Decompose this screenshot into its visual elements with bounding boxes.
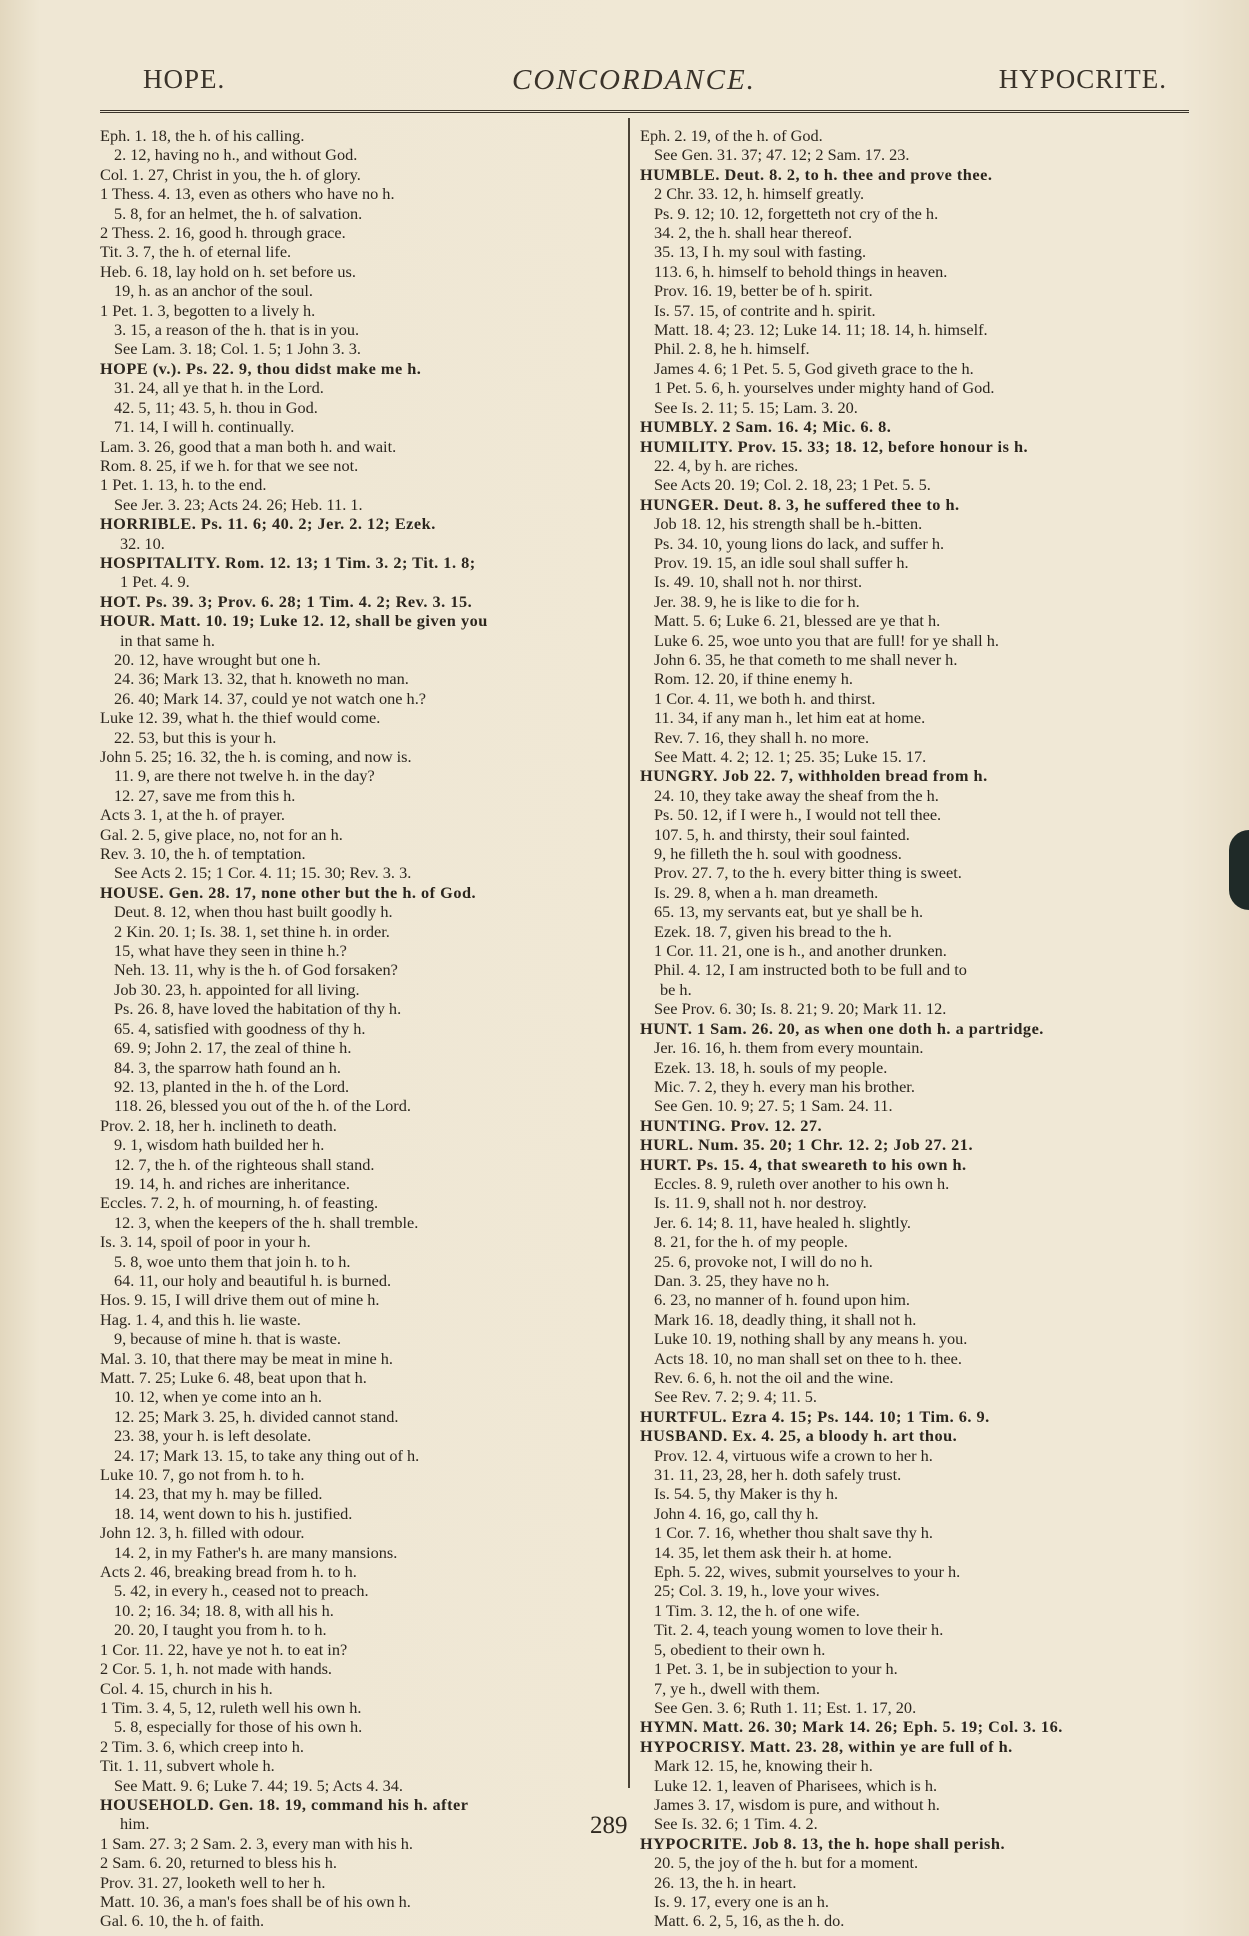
reference-line: 1 Cor. 11. 21, one is h., and another drunken. [654,941,947,961]
reference-line: 19. 14, h. and riches are inheritance. [114,1173,350,1193]
reference-line: 24. 17; Mark 13. 15, to take any thing out of h. [114,1445,420,1465]
reference-line: 34. 2, the h. shall hear thereof. [654,223,853,243]
reference-line: John 6. 35, he that cometh to me shall never h. [654,649,958,669]
reference-line: 11. 34, if any man h., let him eat at home. [654,708,926,728]
reference-line: 18. 14, went down to his h. justified. [114,1503,353,1523]
reference-line: 12. 7, the h. of the righteous shall stand. [114,1154,375,1174]
reference-line: Rev. 3. 10, the h. of temptation. [100,844,306,864]
reference-line: 64. 11, our holy and beautiful h. is burned. [114,1270,392,1290]
reference-line: 71. 14, I will h. continually. [114,417,295,437]
reference-line: Eccles. 8. 9, ruleth over another to his own h. [654,1173,950,1193]
reference-line: Matt. 5. 6; Luke 6. 21, blessed are ye that h. [654,611,941,631]
reference-line: James 3. 17, wisdom is pure, and without h. [654,1794,940,1814]
reference-line: 23. 38, your h. is left desolate. [114,1426,312,1446]
page-number: 289 [590,1812,628,1839]
reference-line: 5. 8, woe unto them that join h. to h. [114,1251,351,1271]
column-divider [628,118,630,1788]
reference-line: Ezek. 13. 18, h. souls of my people. [654,1057,888,1077]
reference-line: 1 Pet. 1. 13, h. to the end. [100,475,267,495]
reference-line: Acts 2. 46, breaking bread from h. to h. [100,1562,357,1582]
reference-line: 20. 12, have wrought but one h. [114,649,321,669]
reference-line: 25; Col. 3. 19, h., love your wives. [654,1581,880,1601]
reference-line: Prov. 31. 27, looketh well to her h. [100,1872,326,1892]
reference-line: Prov. 19. 15, an idle soul shall suffer h. [654,552,909,572]
reference-line: 1 Tim. 3. 12, the h. of one wife. [654,1600,860,1620]
reference-line: See Acts 20. 19; Col. 2. 18, 23; 1 Pet. 5. 5. [654,475,931,495]
reference-line: See Acts 2. 15; 1 Cor. 4. 11; 15. 30; Rev. 3. 3. [114,863,412,883]
reference-line: 32. 10. [120,533,165,553]
reference-line: 2 Kin. 20. 1; Is. 38. 1, set thine h. in order. [114,921,390,941]
reference-line: 22. 4, by h. are riches. [654,455,799,475]
reference-line: Phil. 4. 12, I am instructed both to be full and to [654,960,967,980]
reference-line: 7, ye h., dwell with them. [654,1678,820,1698]
reference-line: 3. 15, a reason of the h. that is in you. [114,320,360,340]
reference-line: Rom. 12. 20, if thine enemy h. [654,669,853,689]
reference-line: 15, what have they seen in thine h.? [114,941,347,961]
headword-entry: HURL. Num. 35. 20; 1 Chr. 12. 2; Job 27. 21. [640,1135,974,1155]
reference-line: See Matt. 4. 2; 12. 1; 25. 35; Luke 15. 17. [654,747,927,766]
reference-line: 2 Sam. 6. 20, returned to bless his h. [100,1853,337,1873]
reference-line: Luke 12. 39, what h. the thief would come. [100,708,381,728]
reference-line: Luke 10. 7, go not from h. to h. [100,1465,305,1485]
headword-entry: HURTFUL. Ezra 4. 15; Ps. 144. 10; 1 Tim. 6. 9. [640,1406,990,1426]
reference-line: See Prov. 6. 30; Is. 8. 21; 9. 20; Mark 11. 12. [654,999,947,1019]
reference-line: 24. 10, they take away the sheaf from the h. [654,785,939,805]
reference-line: See Gen. 10. 9; 27. 5; 1 Sam. 24. 11. [654,1096,893,1116]
reference-line: Col. 1. 27, Christ in you, the h. of glory. [100,164,361,184]
reference-line: Is. 3. 14, spoil of poor in your h. [100,1232,311,1252]
reference-line: Mal. 3. 10, that there may be meat in mine h. [100,1348,393,1368]
page-edge-mark [1229,830,1249,910]
reference-line: 14. 2, in my Father's h. are many mansions. [114,1542,398,1562]
reference-line: 1 Cor. 11. 22, have ye not h. to eat in? [100,1639,348,1659]
headword-entry: HOPE (v.). Ps. 22. 9, thou didst make me h. [100,358,422,378]
headword-entry: HUSBAND. Ex. 4. 25, a bloody h. art thou. [640,1426,958,1446]
reference-line: Is. 29. 8, when a h. man dreameth. [654,882,879,902]
reference-line: 84. 3, the sparrow hath found an h. [114,1057,341,1077]
reference-line: 31. 11, 23, 28, her h. doth safely trust. [654,1465,902,1485]
reference-line: Eph. 2. 19, of the h. of God. [640,126,823,145]
reference-line: 1 Pet. 5. 6, h. yourselves under mighty hand of God. [654,378,995,398]
reference-line: 26. 40; Mark 14. 37, could ye not watch one h.? [114,688,426,708]
reference-line: Prov. 12. 4, virtuous wife a crown to her h. [654,1445,933,1465]
reference-line: Matt. 6. 2, 5, 16, as the h. do. [654,1911,845,1931]
headword-entry: HORRIBLE. Ps. 11. 6; 40. 2; Jer. 2. 12; Ezek. [100,514,436,534]
reference-line: Hag. 1. 4, and this h. lie waste. [100,1309,301,1329]
reference-line: Mark 16. 18, deadly thing, it shall not h. [654,1309,917,1329]
reference-line: Matt. 18. 4; 23. 12; Luke 14. 11; 18. 14, h. himself. [654,320,988,340]
reference-line: 6. 23, no manner of h. found upon him. [654,1290,910,1310]
reference-line: Hos. 9. 15, I will drive them out of mine h. [100,1290,380,1310]
reference-line: See Is. 32. 6; 1 Tim. 4. 2. [654,1814,818,1834]
reference-line: See Lam. 3. 18; Col. 1. 5; 1 John 3. 3. [114,339,361,359]
reference-line: Job 18. 12, his strength shall be h.-bitten. [654,514,923,534]
headword-entry: HOSPITALITY. Rom. 12. 13; 1 Tim. 3. 2; Tit. 1. 8; [100,552,476,572]
headword-entry: HOUSE. Gen. 28. 17, none other but the h. of God. [100,882,477,902]
headword-entry: HYMN. Matt. 26. 30; Mark 14. 26; Eph. 5. 19; Col. 3. 16. [640,1717,1063,1737]
reference-line: Ps. 9. 12; 10. 12, forgetteth not cry of the h. [654,203,939,223]
reference-line: 1 Pet. 4. 9. [120,572,190,592]
reference-line: Ezek. 18. 7, given his bread to the h. [654,921,892,941]
reference-line: 24. 36; Mark 13. 32, that h. knoweth no man. [114,669,409,689]
reference-line: 65. 4, satisfied with goodness of thy h. [114,1018,366,1038]
headword-entry: HUNGER. Deut. 8. 3, he suffered thee to h. [640,494,960,514]
reference-line: 42. 5, 11; 43. 5, h. thou in God. [114,397,318,417]
running-head-title: CONCORDANCE. [512,64,756,96]
reference-line: in that same h. [120,630,215,650]
reference-line: Gal. 2. 5, give place, no, not for an h. [100,824,343,844]
reference-line: Prov. 16. 19, better be of h. spirit. [654,281,873,301]
reference-line: 9, he filleth the h. soul with goodness. [654,844,902,864]
reference-line: Is. 9. 17, every one is an h. [654,1891,829,1911]
reference-line: Prov. 27. 7, to the h. every bitter thing is sweet. [654,863,962,883]
running-head-left: HOPE. [143,64,226,94]
headword-entry: HUMBLE. Deut. 8. 2, to h. thee and prove thee. [640,164,993,184]
reference-line: Acts 18. 10, no man shall set on thee to h. thee. [654,1348,962,1368]
reference-line: 11. 9, are there not twelve h. in the day? [114,766,375,786]
headword-entry: HYPOCRISY. Matt. 23. 28, within ye are full of h. [640,1736,1013,1756]
headword-entry: HUMBLY. 2 Sam. 16. 4; Mic. 6. 8. [640,417,892,437]
reference-line: 69. 9; John 2. 17, the zeal of thine h. [114,1038,352,1058]
reference-line: Tit. 2. 4, teach young women to love their h. [654,1620,944,1640]
reference-line: 1 Sam. 27. 3; 2 Sam. 2. 3, every man with his h. [100,1833,413,1853]
reference-line: Gal. 6. 10, the h. of faith. [100,1911,265,1931]
headword-entry: HURT. Ps. 15. 4, that sweareth to his own h. [640,1154,967,1174]
reference-line: Mark 12. 15, he, knowing their h. [654,1756,873,1776]
reference-line: Job 30. 23, h. appointed for all living. [114,979,360,999]
reference-line: Is. 11. 9, shall not h. nor destroy. [654,1193,867,1213]
reference-line: Eccles. 7. 2, h. of mourning, h. of feasting. [100,1193,379,1213]
reference-line: Eph. 5. 22, wives, submit yourselves to your h. [654,1562,961,1582]
reference-line: See Matt. 9. 6; Luke 7. 44; 19. 5; Acts 4. 34. [114,1775,403,1795]
reference-line: James 4. 6; 1 Pet. 5. 5, God giveth grace to the h. [654,358,974,378]
headword-entry: HUNTING. Prov. 12. 27. [640,1115,823,1135]
reference-line: 107. 5, h. and thirsty, their soul fainted. [654,824,910,844]
reference-line: 22. 53, but this is your h. [114,727,277,747]
reference-line: Neh. 13. 11, why is the h. of God forsaken? [114,960,398,980]
reference-line: Lam. 3. 26, good that a man both h. and wait. [100,436,397,456]
reference-line: Is. 49. 10, shall not h. nor thirst. [654,572,863,592]
reference-line: Tit. 1. 11, subvert whole h. [100,1756,275,1776]
reference-line: him. [120,1814,150,1834]
reference-line: Is. 57. 15, of contrite and h. spirit. [654,300,876,320]
reference-line: Luke 10. 19, nothing shall by any means h. you. [654,1329,968,1349]
reference-line: Is. 54. 5, thy Maker is thy h. [654,1484,839,1504]
headword-entry: HYPOCRITE. Job 8. 13, the h. hope shall perish. [640,1833,1006,1853]
reference-line: 1 Pet. 1. 3, begotten to a lively h. [100,300,316,320]
reference-line: 1 Tim. 3. 4, 5, 12, ruleth well his own h. [100,1697,362,1717]
reference-line: be h. [660,979,692,999]
reference-line: 26. 13, the h. in heart. [654,1872,797,1892]
reference-line: Ps. 50. 12, if I were h., I would not tell thee. [654,805,942,825]
reference-line: Col. 4. 15, church in his h. [100,1678,273,1698]
reference-line: 1 Pet. 3. 1, be in subjection to your h. [654,1659,898,1679]
reference-line: 35. 13, I h. my soul with fasting. [654,242,867,262]
headword-entry: HOT. Ps. 39. 3; Prov. 6. 28; 1 Tim. 4. 2; Rev. 3. 15. [100,591,473,611]
reference-line: 31. 24, all ye that h. in the Lord. [114,378,324,398]
reference-line: John 5. 25; 16. 32, the h. is coming, and now is. [100,747,412,766]
running-head-right: HYPOCRITE. [998,64,1167,94]
reference-line: See Jer. 3. 23; Acts 24. 26; Heb. 11. 1. [114,494,363,514]
left-column [100,126,620,1931]
reference-line: 5. 8, especially for those of his own h. [114,1717,363,1737]
reference-line: 92. 13, planted in the h. of the Lord. [114,1076,350,1096]
reference-line: See Gen. 3. 6; Ruth 1. 11; Est. 1. 17, 20. [654,1697,917,1717]
reference-line: 25. 6, provoke not, I will do no h. [654,1251,873,1271]
reference-line: 19, h. as an anchor of the soul. [114,281,313,301]
reference-line: 5, obedient to their own h. [654,1639,826,1659]
reference-line: 10. 12, when ye come into an h. [114,1387,322,1407]
reference-line: Rev. 6. 6, h. not the oil and the wine. [654,1368,894,1387]
reference-line: See Is. 2. 11; 5. 15; Lam. 3. 20. [654,397,858,417]
reference-line: 1 Thess. 4. 13, even as others who have no h. [100,184,395,204]
right-column [640,126,1200,1931]
reference-line: Matt. 10. 36, a man's foes shall be of his own h. [100,1891,411,1911]
reference-line: Phil. 2. 8, he h. himself. [654,339,810,359]
reference-line: 2 Cor. 5. 1, h. not made with hands. [100,1659,332,1679]
headword-entry: HOUR. Matt. 10. 19; Luke 12. 12, shall be given you [100,611,488,631]
reference-line: 8. 21, for the h. of my people. [654,1232,848,1252]
reference-line: 5. 8, for an helmet, the h. of salvation. [114,203,363,223]
reference-line: 2 Tim. 3. 6, which creep into h. [100,1736,304,1756]
reference-line: See Gen. 31. 37; 47. 12; 2 Sam. 17. 23. [654,145,910,165]
reference-line: Jer. 6. 14; 8. 11, have healed h. slightly. [654,1212,911,1232]
reference-line: 65. 13, my servants eat, but ye shall be h. [654,902,924,922]
reference-line: 1 Cor. 4. 11, we both h. and thirst. [654,688,876,708]
reference-line: Heb. 6. 18, lay hold on h. set before us. [100,261,356,281]
reference-line: 113. 6, h. himself to behold things in heaven. [654,261,948,281]
headword-entry: HOUSEHOLD. Gen. 18. 19, command his h. after [100,1794,469,1814]
reference-line: 5. 42, in every h., ceased not to preach. [114,1581,369,1601]
reference-line: Prov. 2. 18, her h. inclineth to death. [100,1115,337,1135]
reference-line: 14. 35, let them ask their h. at home. [654,1542,892,1562]
reference-line: Luke 6. 25, woe unto you that are full! for ye shall h. [654,630,999,650]
reference-line: 20. 20, I taught you from h. to h. [114,1620,327,1640]
headword-entry: HUNT. 1 Sam. 26. 20, as when one doth h. a partridge. [640,1018,1044,1038]
reference-line: Tit. 3. 7, the h. of eternal life. [100,242,292,262]
reference-line: 9, because of mine h. that is waste. [114,1329,341,1349]
reference-line: 2 Thess. 2. 16, good h. through grace. [100,223,346,243]
headword-entry: HUMILITY. Prov. 15. 33; 18. 12, before honour is h. [640,436,1029,456]
reference-line: See Rev. 7. 2; 9. 4; 11. 5. [654,1387,817,1407]
reference-line: 1 Cor. 7. 16, whether thou shalt save thy h. [654,1523,934,1543]
reference-line: Dan. 3. 25, they have no h. [654,1270,830,1290]
reference-line: Matt. 7. 25; Luke 6. 48, beat upon that h. [100,1368,367,1387]
reference-line: Jer. 38. 9, he is like to die for h. [654,591,860,611]
reference-line: Rom. 8. 25, if we h. for that we see not. [100,455,359,475]
reference-line: Deut. 8. 12, when thou hast built goodly h. [114,902,393,922]
reference-line: 14. 23, that my h. may be filled. [114,1484,323,1504]
reference-line: 10. 2; 16. 34; 18. 8, with all his h. [114,1600,334,1620]
reference-line: Jer. 16. 16, h. them from every mountain. [654,1038,924,1058]
reference-line: 20. 5, the joy of the h. but for a moment. [654,1853,919,1873]
reference-line: Mic. 7. 2, they h. every man his brother. [654,1076,915,1096]
reference-line: Luke 12. 1, leaven of Pharisees, which is h. [654,1775,938,1795]
reference-line: 2. 12, having no h., and without God. [114,145,358,165]
reference-line: Rev. 7. 16, they shall h. no more. [654,727,870,747]
reference-line: 12. 25; Mark 3. 25, h. divided cannot stand. [114,1406,399,1426]
header-rule [100,110,1189,113]
reference-line: 118. 26, blessed you out of the h. of the Lord. [114,1096,411,1116]
reference-line: John 4. 16, go, call thy h. [654,1503,819,1523]
reference-line: 9. 1, wisdom hath builded her h. [114,1135,325,1155]
reference-line: 2 Chr. 33. 12, h. himself greatly. [654,184,865,204]
reference-line: Ps. 26. 8, have loved the habitation of thy h. [114,999,402,1019]
reference-line: 12. 3, when the keepers of the h. shall tremble. [114,1212,419,1232]
reference-line: John 12. 3, h. filled with odour. [100,1523,305,1543]
headword-entry: HUNGRY. Job 22. 7, withholden bread from h. [640,766,988,786]
reference-line: 12. 27, save me from this h. [114,785,296,805]
reference-line: Ps. 34. 10, young lions do lack, and suffer h. [654,533,945,553]
reference-line: Acts 3. 1, at the h. of prayer. [100,805,285,825]
reference-line: Eph. 1. 18, the h. of his calling. [100,126,305,145]
